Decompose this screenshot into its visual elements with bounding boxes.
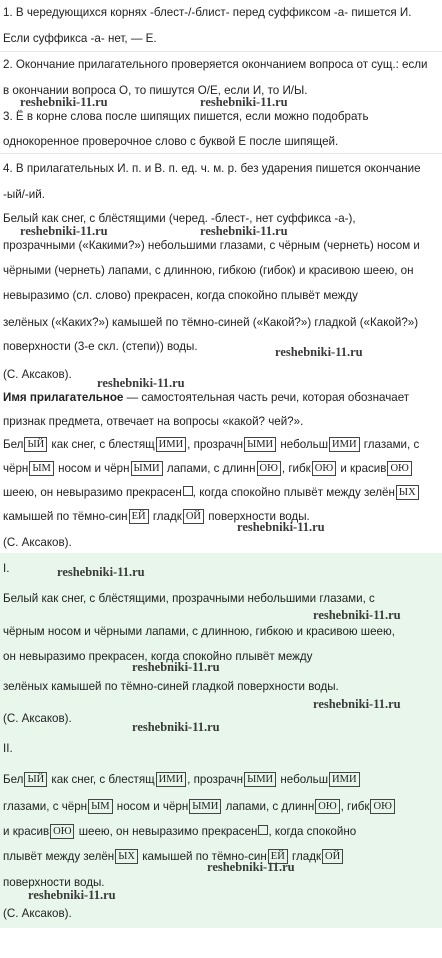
boxed-author: (С. Аксаков). [3, 536, 72, 549]
section-2-line-5: поверхности воды. [3, 876, 105, 889]
ending-box: ОЮ [370, 799, 394, 814]
rule-2-line-1: 2. Окончание прилагательного проверяется окончанием вопроса от сущ.: если [3, 58, 428, 71]
excerpt-author: (С. Аксаков). [3, 368, 72, 381]
watermark: reshebniki-11.ru [200, 95, 288, 109]
rule-3-line-2: однокоренное проверочное слово с буквой Е после шипящей. [3, 135, 339, 148]
section-2-line-1: Бел ЫЙ как снег, с блестящ ИМИ , прозрачн ЫМИ небольш ИМИ [3, 772, 442, 787]
excerpt-line-2: прозрачными («Какими?») небольшими глазами, с чёрным (чернеть) носом и [3, 239, 420, 252]
ending-box: ЫМ [88, 799, 113, 814]
section-1-line-1: Белый как снег, с блёстящими, прозрачными небольшими глазами, с [3, 592, 375, 605]
divider [0, 51, 442, 52]
watermark: reshebniki-11.ru [207, 860, 295, 874]
section-2-line-2: глазами, с чёрн ЫМ носом и чёрн ЫМИ лапами, с длинн ОЮ , гибк ОЮ [3, 799, 442, 814]
watermark: reshebniki-11.ru [132, 660, 220, 674]
boxed-line-2: чёрн ЫМ носом и чёрн ЫМИ лапами, с длинн ОЮ , гибк ОЮ и красив ОЮ [3, 461, 442, 476]
ending-box: ИМИ [156, 437, 187, 452]
watermark: reshebniki-11.ru [275, 345, 363, 359]
ending-box: ЫЙ [24, 772, 47, 787]
excerpt-line-3: чёрными (чернеть) лапами, с длинною, гибкою (гибок) и красивою шеею, он [3, 264, 414, 277]
ending-box: ЫЙ [24, 437, 47, 452]
section-1-author: (С. Аксаков). [3, 712, 72, 725]
ending-box: ОЮ [387, 461, 411, 476]
rule-3-line-1: 3. Ё в корне слова после шипящих пишется, если можно подобрать [3, 110, 369, 123]
watermark: reshebniki-11.ru [132, 720, 220, 734]
excerpt-line-5: зелёных («Каких?») камышей по тёмно-синей («Какой?») гладкой («Какой?») [3, 316, 419, 329]
ending-box: ОЮ [257, 461, 281, 476]
watermark: reshebniki-11.ru [313, 608, 401, 622]
excerpt-line-1: Белый как снег, с блёстящими (черед. -блест-, нет суффикса -а-), [3, 212, 356, 225]
definition-line-1 [3, 391, 442, 404]
ending-box: ИМИ [329, 772, 360, 787]
section-2-line-3: и красив ОЮ шеею, он невыразимо прекрасен , когда спокойно [3, 825, 357, 838]
watermark: reshebniki-11.ru [200, 224, 288, 238]
section-2-heading: II. [3, 742, 13, 755]
ending-box: ОЮ [315, 799, 339, 814]
rule-4-line-2: -ый/-ий. [3, 188, 45, 201]
boxed-line-1: Бел ЫЙ как снег, с блестящ ИМИ , прозрачн ЫМИ небольш ИМИ глазами, с [3, 438, 420, 451]
rule-1-line-2: Если суффикса -а- нет, — Е. [3, 32, 157, 45]
section-2-author: (С. Аксаков). [3, 907, 72, 920]
ending-box: ОЮ [50, 824, 74, 839]
ending-box: ЕЙ [129, 509, 149, 524]
definition-line-2: признак предмета, отвечает на вопросы «какой? чей?». [3, 415, 304, 428]
ending-box: ОЙ [183, 509, 204, 524]
section-1-line-2: чёрным носом и чёрными лапами, с длинною, гибкою и красивою шеею, [3, 625, 395, 638]
boxed-line-3: шеею, он невыразимо прекрасен , когда спокойно плывёт между зелён ЫХ [3, 485, 442, 500]
watermark: reshebniki-11.ru [237, 520, 325, 534]
rule-1-line-1: 1. В чередующихся корнях -блест-/-блист- перед суффиксом -а- пишется И. [3, 6, 412, 19]
ending-box: ЫМИ [244, 437, 276, 452]
boxed-line-4: камышей по тёмно-син ЕЙ гладк ОЙ поверхности воды. [3, 510, 310, 523]
watermark: reshebniki-11.ru [313, 697, 401, 711]
ending-box: ЫМИ [244, 772, 276, 787]
section-1-line-4: зелёных камышей по тёмно-синей гладкой поверхности воды. [3, 680, 339, 693]
definition-text: — самостоятельная часть речи, которая обозначает [123, 391, 410, 404]
definition-term: Имя прилагательное [3, 391, 124, 404]
empty-box [258, 825, 268, 835]
rule-4-line-1: 4. В прилагательных И. п. и В. п. ед. ч. м. р. без ударения пишется окончание [3, 162, 421, 175]
ending-box: ЫМ [29, 461, 54, 476]
watermark: reshebniki-11.ru [28, 888, 116, 902]
watermark: reshebniki-11.ru [20, 95, 108, 109]
section-1-line-3: он невыразимо прекрасен, когда спокойно плывёт между [3, 650, 313, 663]
ending-box: ЫМИ [131, 461, 163, 476]
watermark: reshebniki-11.ru [20, 224, 108, 238]
watermark: reshebniki-11.ru [57, 565, 145, 579]
ending-box: ИМИ [156, 772, 187, 787]
ending-box: ЕЙ [268, 849, 288, 864]
empty-box [183, 486, 193, 496]
ending-box: ЫХ [396, 485, 419, 500]
ending-box: ОЙ [322, 849, 343, 864]
ending-box: ОЮ [312, 461, 336, 476]
ending-box: ЫХ [115, 849, 138, 864]
section-2-line-4: плывёт между зелён ЫХ камышей по тёмно-син ЕЙ гладк ОЙ [3, 849, 442, 864]
excerpt-line-4: невыразимо (сл. слово) прекрасен, когда спокойно плывёт между [3, 289, 358, 302]
rule-2-line-2: в окончании вопроса О, то пишутся О/Е, если И, то И/Ы. [3, 84, 308, 97]
divider [0, 153, 442, 154]
watermark: reshebniki-11.ru [97, 376, 185, 390]
section-1-heading: I. [3, 562, 10, 575]
ending-box: ИМИ [329, 437, 360, 452]
ending-box: ЫМИ [189, 799, 221, 814]
excerpt-line-6: поверхности (3-е скл. (степи)) воды. [3, 340, 198, 353]
